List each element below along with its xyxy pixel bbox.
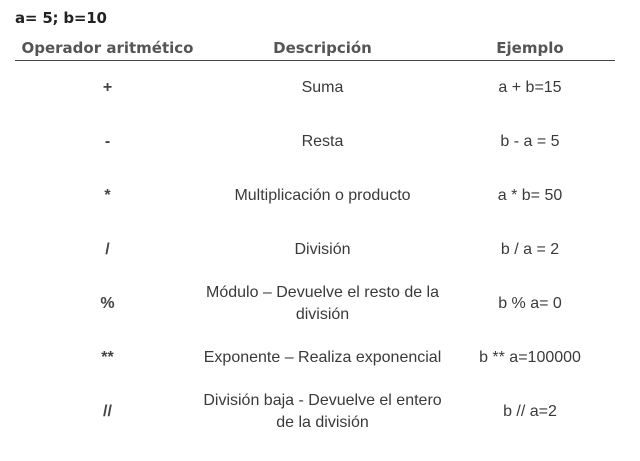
- table-row: [15, 223, 615, 277]
- table-header-row: [15, 36, 615, 61]
- example-cell: a * b= 50: [497, 187, 563, 204]
- example-cell: b ** a=100000: [479, 349, 581, 366]
- header-example: Ejemplo: [445, 36, 615, 61]
- description-cell: Módulo – Devuelve el resto de la división: [205, 284, 440, 323]
- variables-heading: a= 5; b=10: [15, 9, 107, 27]
- table-row: [15, 115, 615, 169]
- header-operator: Operador aritmético: [15, 36, 200, 61]
- operator-cell: *: [104, 187, 111, 204]
- operator-cell: -: [104, 133, 111, 150]
- arithmetic-operators-table: [15, 36, 615, 439]
- description-cell: Multiplicación o producto: [234, 187, 411, 204]
- example-cell: b / a = 2: [500, 241, 560, 258]
- example-cell: b - a = 5: [500, 133, 560, 150]
- example-cell: a + b=15: [498, 79, 562, 96]
- table-row: [15, 61, 615, 116]
- operator-cell: /: [105, 241, 110, 258]
- table-row: [15, 331, 615, 385]
- operator-cell: //: [103, 403, 112, 420]
- operator-cell: **: [101, 349, 114, 366]
- description-cell: Resta: [301, 133, 344, 150]
- table-row: [15, 385, 615, 439]
- header-description: Descripción: [200, 36, 445, 61]
- description-cell: Suma: [301, 79, 344, 96]
- table-row: [15, 277, 615, 331]
- description-cell: División baja - Devuelve el entero de la división: [203, 392, 442, 431]
- example-cell: b // a=2: [503, 403, 557, 420]
- description-cell: División: [294, 241, 351, 258]
- operator-cell: +: [102, 79, 113, 96]
- table-row: [15, 169, 615, 223]
- operator-cell: %: [100, 295, 115, 312]
- example-cell: b % a= 0: [498, 295, 562, 312]
- description-cell: Exponente – Realiza exponencial: [203, 349, 442, 366]
